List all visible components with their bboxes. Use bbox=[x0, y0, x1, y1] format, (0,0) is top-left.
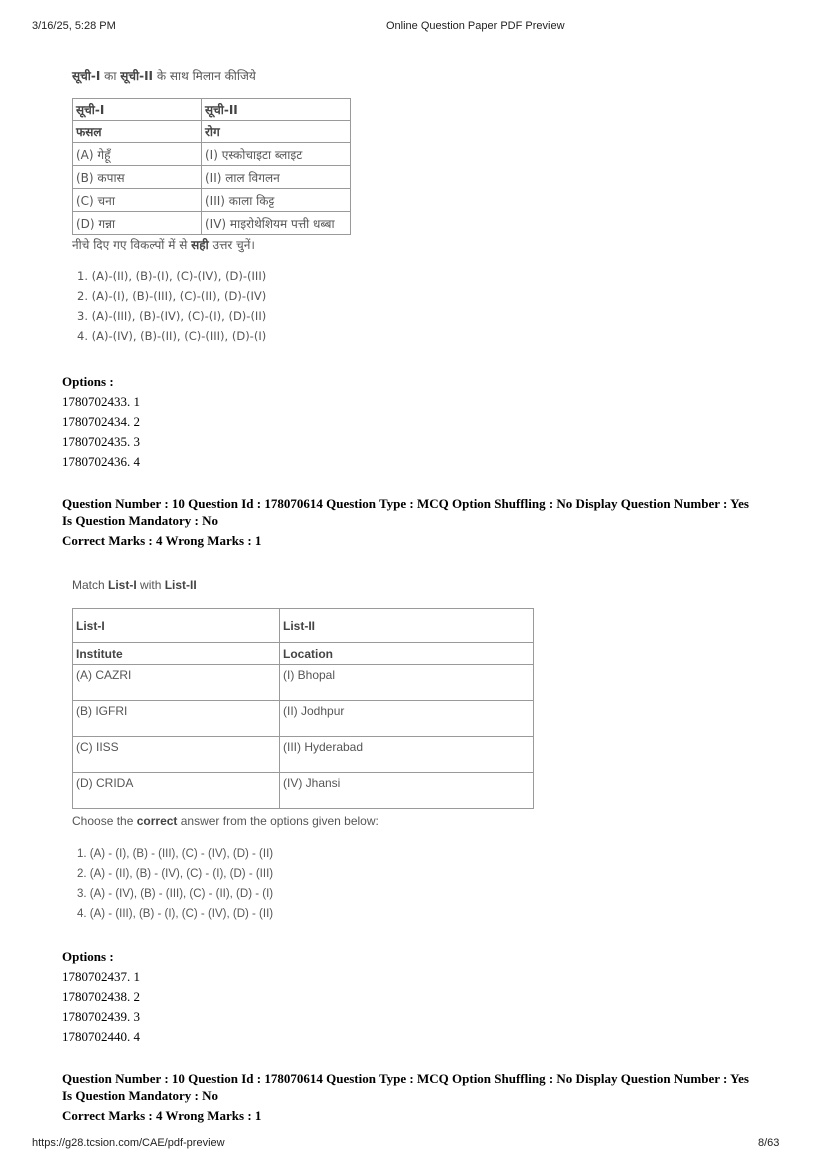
meta-line: Is Question Mandatory : No bbox=[62, 513, 219, 528]
list-item: 2. (A)-(I), (B)-(III), (C)-(II), (D)-(IV) bbox=[77, 289, 267, 303]
answer-choices bbox=[77, 844, 534, 924]
table-cell: सूची-II bbox=[202, 99, 351, 121]
table-cell: सूची-I bbox=[73, 99, 202, 121]
option-item: 1780702439. 3 bbox=[62, 1009, 140, 1024]
question-instruction: सूची-I का सूची-II के साथ मिलान कीजिये bbox=[72, 69, 256, 83]
choose-instruction: Choose the correct answer from the options given below: bbox=[72, 814, 379, 828]
list-item: 4. (A) - (III), (B) - (I), (C) - (IV), (D) - (II) bbox=[77, 908, 274, 920]
table-cell: (II) Jodhpur bbox=[280, 701, 534, 737]
option-item: 1780702437. 1 bbox=[62, 969, 140, 984]
table-cell: (I) एस्कोचाइटा ब्लाइट bbox=[202, 143, 351, 166]
options-title: Options : bbox=[62, 374, 114, 389]
table-cell: (D) गन्ना bbox=[73, 212, 202, 235]
list-item: 1. (A)-(II), (B)-(I), (C)-(IV), (D)-(III) bbox=[77, 269, 267, 283]
meta-line: Question Number : 10 Question Id : 178070614 Question Type : MCQ Option Shuffling : No Display Question Number : Yes bbox=[62, 1071, 749, 1086]
header-title: Online Question Paper PDF Preview bbox=[386, 20, 565, 32]
option-item: 1780702434. 2 bbox=[62, 414, 140, 429]
choose-instruction: नीचे दिए गए विकल्पों में से सही उत्तर चुनें। bbox=[72, 238, 255, 252]
page-number: 8/63 bbox=[758, 1137, 780, 1149]
table-cell: रोग bbox=[202, 121, 351, 143]
meta-line: Question Number : 10 Question Id : 178070614 Question Type : MCQ Option Shuffling : No Display Question Number : Yes bbox=[62, 496, 749, 511]
question-instruction: Match List-I with List-II bbox=[72, 578, 197, 592]
table-cell: List-I bbox=[73, 609, 280, 643]
table-cell: (IV) माइरोथेशियम पत्ती धब्बा bbox=[202, 212, 351, 235]
meta-marks: Correct Marks : 4 Wrong Marks : 1 bbox=[62, 1108, 262, 1123]
table-cell: फसल bbox=[73, 121, 202, 143]
question-meta bbox=[62, 1070, 782, 1124]
match-table bbox=[72, 608, 534, 809]
options-block bbox=[62, 947, 140, 1047]
table-cell: (A) गेहूँ bbox=[73, 143, 202, 166]
table-cell: (IV) Jhansi bbox=[280, 773, 534, 809]
match-table bbox=[72, 98, 351, 235]
option-item: 1780702440. 4 bbox=[62, 1029, 140, 1044]
footer-url: https://g28.tcsion.com/CAE/pdf-preview bbox=[32, 1137, 225, 1149]
table-cell: (C) IISS bbox=[73, 737, 280, 773]
list-item: 1. (A) - (I), (B) - (III), (C) - (IV), (D) - (II) bbox=[77, 848, 274, 860]
table-cell: (I) Bhopal bbox=[280, 665, 534, 701]
table-cell: (B) IGFRI bbox=[73, 701, 280, 737]
table-cell: (C) चना bbox=[73, 189, 202, 212]
answer-choices bbox=[77, 266, 351, 346]
header-datetime: 3/16/25, 5:28 PM bbox=[32, 20, 116, 32]
table-cell: List-II bbox=[280, 609, 534, 643]
option-item: 1780702438. 2 bbox=[62, 989, 140, 1004]
question-image-english bbox=[72, 575, 534, 924]
table-cell: (B) कपास bbox=[73, 166, 202, 189]
question-image-hindi bbox=[72, 66, 351, 346]
option-item: 1780702433. 1 bbox=[62, 394, 140, 409]
table-cell: Location bbox=[280, 643, 534, 665]
option-item: 1780702435. 3 bbox=[62, 434, 140, 449]
question-meta bbox=[62, 495, 782, 549]
table-cell: (D) CRIDA bbox=[73, 773, 280, 809]
table-cell: Institute bbox=[73, 643, 280, 665]
table-cell: (II) लाल विगलन bbox=[202, 166, 351, 189]
meta-marks: Correct Marks : 4 Wrong Marks : 1 bbox=[62, 533, 262, 548]
list-item: 2. (A) - (II), (B) - (IV), (C) - (I), (D) - (III) bbox=[77, 868, 274, 880]
meta-line: Is Question Mandatory : No bbox=[62, 1088, 219, 1103]
table-cell: (III) Hyderabad bbox=[280, 737, 534, 773]
list-item: 3. (A) - (IV), (B) - (III), (C) - (II), (D) - (I) bbox=[77, 888, 274, 900]
table-cell: (III) काला किट्ट bbox=[202, 189, 351, 212]
options-title: Options : bbox=[62, 949, 114, 964]
options-block bbox=[62, 372, 140, 472]
list-item: 3. (A)-(III), (B)-(IV), (C)-(I), (D)-(II) bbox=[77, 309, 267, 323]
list-item: 4. (A)-(IV), (B)-(II), (C)-(III), (D)-(I) bbox=[77, 329, 267, 343]
table-cell: (A) CAZRI bbox=[73, 665, 280, 701]
option-item: 1780702436. 4 bbox=[62, 454, 140, 469]
